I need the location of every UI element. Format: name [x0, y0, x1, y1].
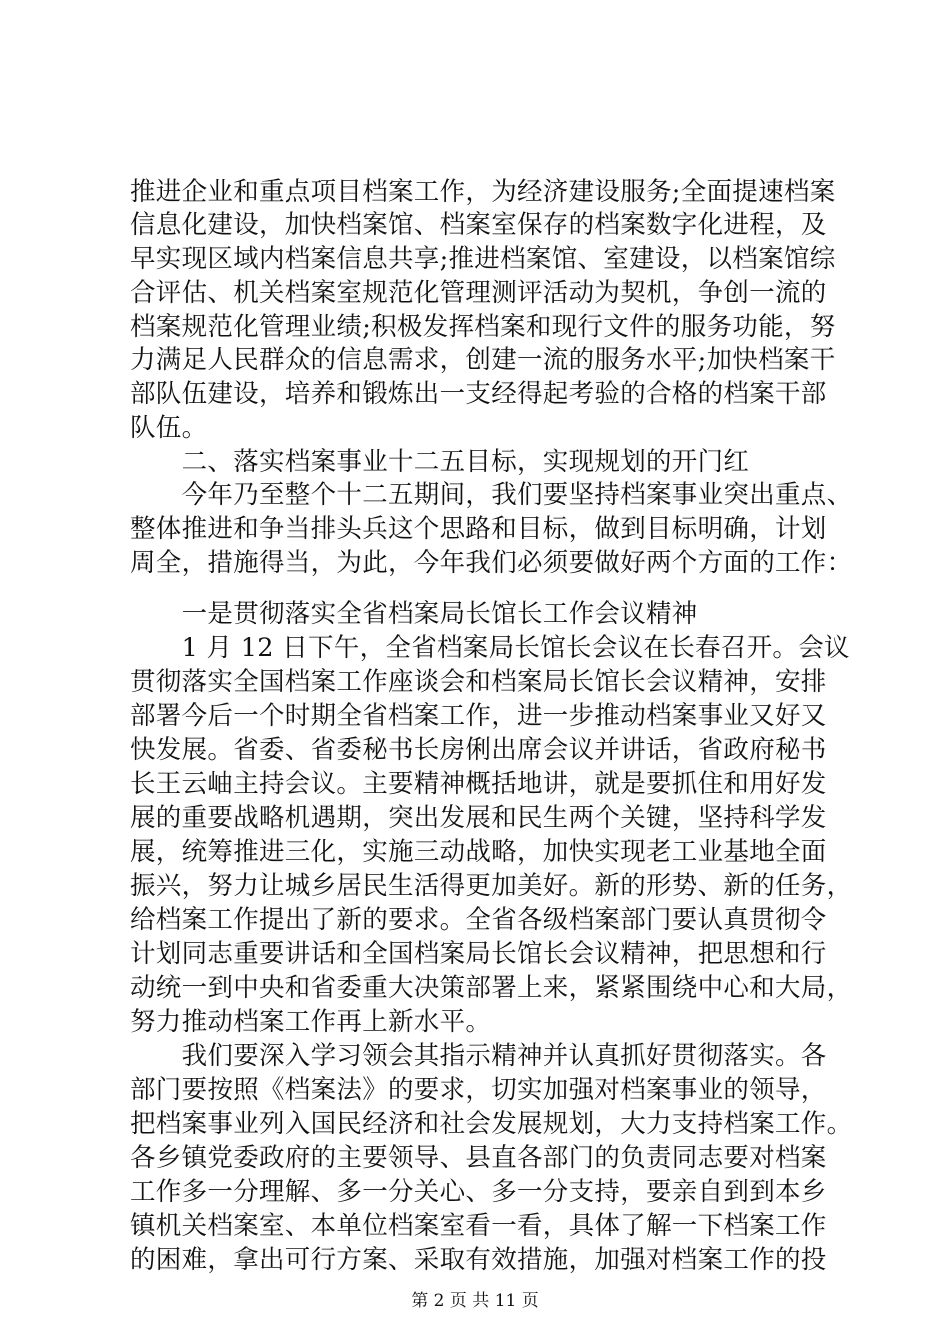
page-number-footer: 第 2 页 共 11 页: [411, 1291, 539, 1311]
body-text-line: 镇机关档案室、本单位档案室看一看，具体了解一下档案工作: [130, 1211, 827, 1241]
body-text-line: 今年乃至整个十二五期间，我们要坚持档案事业突出重点、: [130, 480, 853, 510]
section-heading: 二、落实档案事业十二五目标，实现规划的开门红: [130, 447, 750, 477]
body-text-line: 力满足人民群众的信息需求，创建一流的服务水平;加快档案干: [130, 345, 836, 375]
body-text-line: 周全，措施得当，为此，今年我们必须要做好两个方面的工作：: [130, 548, 853, 578]
body-text-line: 计划同志重要讲话和全国档案局长馆长会议精神，把思想和行: [130, 939, 827, 969]
body-text-line: 1 月 12 日下午，全省档案局长馆长会议在长春召开。会议: [130, 633, 850, 663]
body-text-line: 的困难，拿出可行方案、采取有效措施，加强对档案工作的投: [130, 1245, 827, 1275]
body-text-line: 合评估、机关档案室规范化管理测评活动为契机，争创一流的: [130, 278, 827, 308]
body-text-line: 长王云岫主持会议。主要精神概括地讲，就是要抓住和用好发: [130, 769, 827, 799]
body-text-line: 推进企业和重点项目档案工作，为经济建设服务;全面提速档案: [130, 177, 836, 207]
body-text-line: 把档案事业列入国民经济和社会发展规划，大力支持档案工作。: [130, 1109, 853, 1139]
body-text-line: 展的重要战略机遇期，突出发展和民生两个关键，坚持科学发: [130, 803, 827, 833]
body-text-line: 信息化建设，加快档案馆、档案室保存的档案数字化进程，及: [130, 210, 827, 240]
body-text-line: 部门要按照《档案法》的要求，切实加强对档案事业的领导，: [130, 1075, 827, 1105]
subsection-heading: 一是贯彻落实全省档案局长馆长工作会议精神: [130, 599, 698, 629]
body-text-line: 我们要深入学习领会其指示精神并认真抓好贯彻落实。各: [130, 1041, 827, 1071]
body-text-line: 贯彻落实全国档案工作座谈会和档案局长馆长会议精神，安排: [130, 667, 827, 697]
body-text-line: 队伍。: [130, 413, 208, 443]
body-text-line: 动统一到中央和省委重大决策部署上来，紧紧围绕中心和大局，: [130, 973, 853, 1003]
body-text-line: 展，统筹推进三化，实施三动战略，加快实现老工业基地全面: [130, 837, 827, 867]
body-text-line: 振兴，努力让城乡居民生活得更加美好。新的形势、新的任务，: [130, 871, 853, 901]
body-text-line: 给档案工作提出了新的要求。全省各级档案部门要认真贯彻令: [130, 905, 827, 935]
body-text-line: 部署今后一个时期全省档案工作，进一步推动档案事业又好又: [130, 701, 827, 731]
body-text-line: 工作多一分理解、多一分关心、多一分支持，要亲自到到本乡: [130, 1177, 827, 1207]
body-text-line: 各乡镇党委政府的主要领导、县直各部门的负责同志要对档案: [130, 1143, 827, 1173]
body-text-line: 部队伍建设，培养和锻炼出一支经得起考验的合格的档案干部: [130, 379, 827, 409]
body-text-line: 整体推进和争当排头兵这个思路和目标，做到目标明确，计划: [130, 514, 827, 544]
body-text-line: 早实现区域内档案信息共享;推进档案馆、室建设，以档案馆综: [130, 244, 836, 274]
body-text-line: 努力推动档案工作再上新水平。: [130, 1007, 492, 1037]
body-text-line: 档案规范化管理业绩;积极发挥档案和现行文件的服务功能，努: [130, 312, 836, 342]
body-text-line: 快发展。省委、省委秘书长房俐出席会议并讲话，省政府秘书: [130, 735, 827, 765]
